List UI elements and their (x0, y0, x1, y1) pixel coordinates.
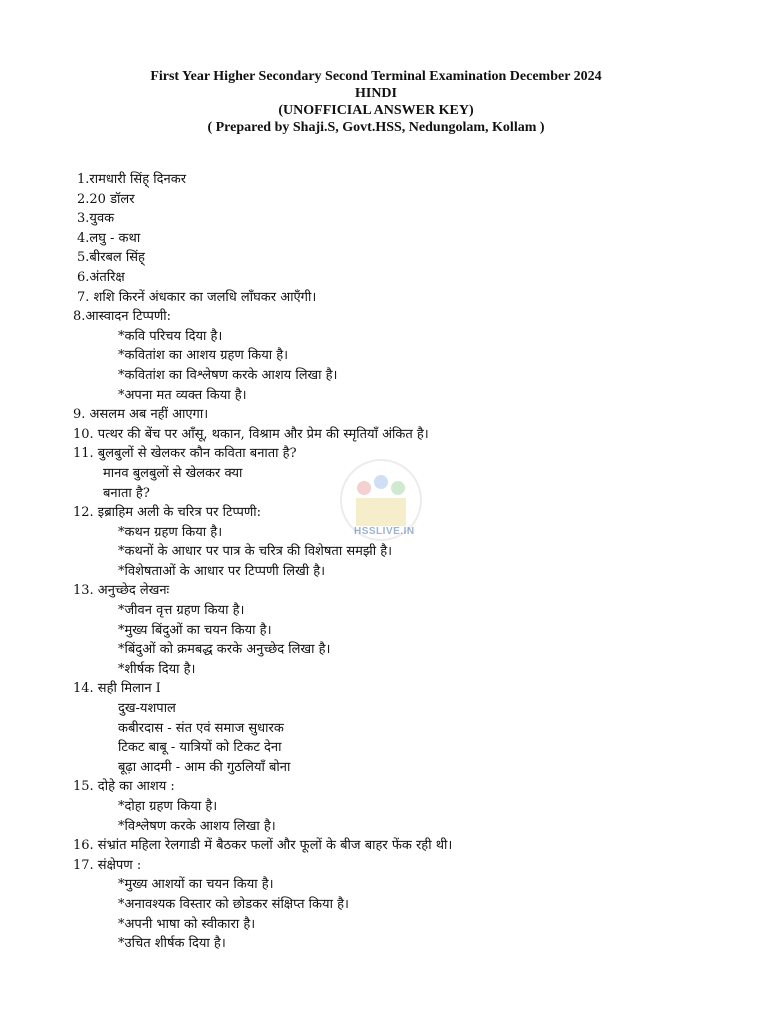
answer-7: 7. शशि किरनें अंधकार का जलधि लाँघकर आएँगी। (77, 289, 317, 305)
answer-13-heading: 13. अनुच्छेद लेखनः (73, 583, 170, 599)
subject-title: HINDI (354, 86, 397, 101)
answer-8-heading: 8.आस्वादन टिप्पणी: (73, 309, 172, 325)
prepared-by: ( Prepared by Shaji.S, Govt.HSS, Nedungolam, Kollam ) (207, 120, 545, 135)
answer-15-heading: 15. दोहे का आशय : (73, 779, 175, 795)
answer-12-point: *कथनों के आधार पर पात्र के चरित्र की विशेषता समझी है। (118, 544, 393, 560)
answer-8-point: *कवि परिचय दिया है। (118, 328, 223, 344)
answer-14-match: कबीरदास - संत एवं समाज सुधारक (118, 720, 284, 736)
answer-5: 5.बीरबल सिंह् (77, 250, 145, 266)
answer-4: 4.लघु - कथा (77, 230, 141, 246)
answer-11-heading: 11. बुलबुलों से खेलकर कौन कविता बनाता है? (73, 446, 297, 462)
answer-14-heading: 14. सही मिलान I (73, 681, 161, 697)
answer-3: 3.युवक (77, 211, 115, 227)
answer-12-point: *कथन ग्रहण किया है। (118, 524, 223, 540)
answer-16: 16. संभ्रांत महिला रेलगाडी में बैठकर फलों और फूलों के बीज बाहर फेंक रही थी। (73, 838, 453, 854)
answer-14-match: बूढ़ा आदमी - आम की गुठलियाँ बोना (118, 759, 291, 775)
answer-1: 1.रामधारी सिंह् दिनकर (77, 172, 187, 187)
answer-12-heading: 12. इब्राहिम अली के चरित्र पर टिप्पणी: (73, 505, 262, 521)
answer-list (0, 170, 768, 954)
answer-15-point: *दोहा ग्रहण किया है। (118, 799, 218, 814)
answer-14-match: दुख-यशपाल (118, 701, 176, 717)
answer-17-point: *अपनी भाषा को स्वीकारा है। (118, 916, 256, 932)
answer-17-point: *उचित शीर्षक दिया है। (118, 936, 226, 952)
answer-13-point: *शीर्षक दिया है। (118, 661, 196, 677)
answer-11-text: बनाता है? (103, 485, 150, 501)
answer-13-point: *जीवन वृत्त ग्रहण किया है। (118, 603, 245, 619)
answer-2: 2.20 डॉलर (77, 191, 135, 207)
answer-9: 9. असलम अब नहीं आएगा। (73, 407, 209, 423)
answer-11-text: मानव बुलबुलों से खेलकर क्या (103, 465, 243, 481)
answer-17-heading: 17. संक्षेपण : (73, 857, 142, 873)
exam-title: First Year Higher Secondary Second Terminal Examination December 2024 (150, 69, 602, 84)
answer-17-point: *मुख्य आशयों का चयन किया है। (118, 877, 274, 893)
answer-13-point: *बिंदुओं को क्रमबद्ध करके अनुच्छेद लिखा है। (118, 642, 331, 658)
answer-8-point: *अपना मत व्यक्त किया है। (118, 387, 247, 403)
answer-15-point: *विश्लेषण करके आशय लिखा है। (118, 818, 276, 834)
document-header (0, 68, 752, 136)
answer-13-point: *मुख्य बिंदुओं का चयन किया है। (118, 622, 272, 638)
answer-8-point: *कवितांश का विश्लेषण करके आशय लिखा है। (118, 367, 338, 383)
answer-17-point: *अनावश्यक विस्तार को छोडकर संक्षिप्त किया है। (118, 896, 349, 912)
answer-8-point: *कवितांश का आशय ग्रहण किया है। (118, 348, 289, 364)
answer-10: 10. पत्थर की बेंच पर आँसू, थकान, विश्राम और प्रेम की स्मृतियाँ अंकित है। (73, 426, 429, 442)
answer-6: 6.अंतरिक्ष (77, 269, 125, 285)
answer-key-label: (UNOFFICIAL ANSWER KEY) (278, 103, 474, 118)
watermark-text: HSSLIVE.IN (354, 526, 415, 537)
answer-14-match: टिकट बाबू - यात्रियों को टिकट देना (118, 740, 282, 756)
answer-12-point: *विशेषताओं के आधार पर टिप्पणी लिखी है। (118, 563, 326, 579)
